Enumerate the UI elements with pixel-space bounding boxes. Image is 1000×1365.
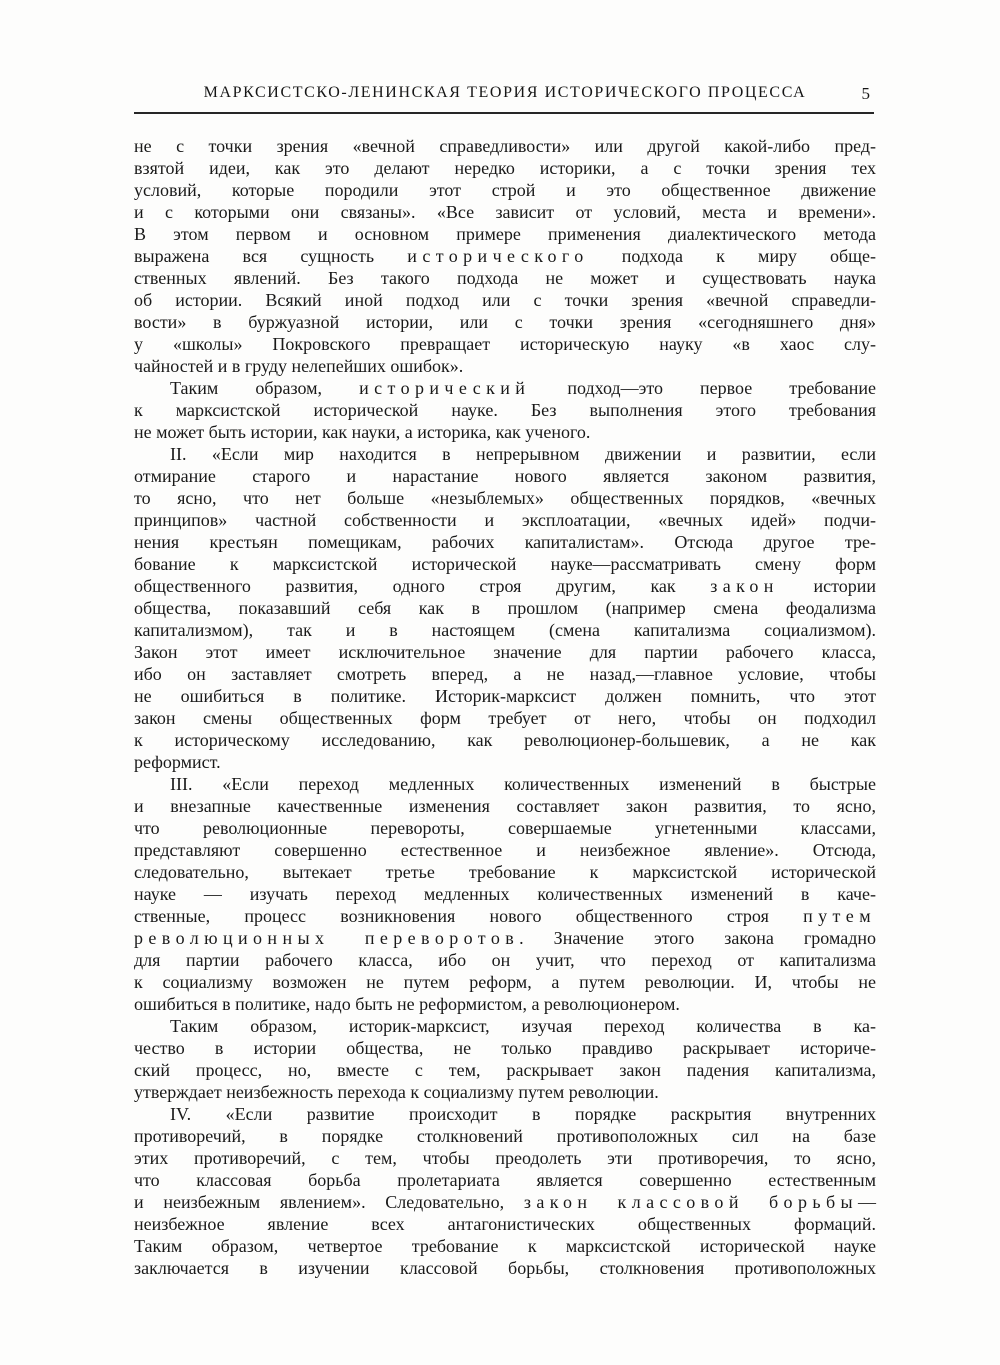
text-segment: — <box>858 1192 877 1212</box>
text-line <box>134 421 876 443</box>
text-segment: отмирание старого и нарастание нового является законом развития, <box>134 466 876 486</box>
text-line <box>134 861 876 883</box>
text-line <box>134 135 876 157</box>
text-segment: чайностей и в груду нелепейших ошибок». <box>134 356 464 376</box>
text-segment: выражена вся сущность <box>134 246 408 266</box>
text-segment: следовательно, вытекает третье требование к марксистской исторической <box>134 862 876 882</box>
text-line <box>134 993 876 1015</box>
text-line <box>134 1015 876 1037</box>
text-line <box>134 1213 876 1235</box>
text-line <box>134 817 876 839</box>
text-segment: Таким образом, четвертое требование к марксистской исторической науке <box>134 1236 876 1256</box>
text-segment: В этом первом и основном примере применения диалектического метода <box>134 224 876 244</box>
text-segment: утверждает неизбежность перехода к социализму путем революции. <box>134 1082 659 1102</box>
text-segment: закон смены общественных форм требует от него, чтобы он подходил <box>134 708 876 728</box>
text-line <box>134 531 876 553</box>
text-segment: условий, которые породили этот строй и это общественное движение <box>134 180 876 200</box>
text-segment: истории <box>778 576 876 596</box>
header-rule <box>134 112 874 114</box>
text-line <box>134 509 876 531</box>
text-segment: ственные, процесс возникновения нового общественного строя <box>134 906 804 926</box>
text-line <box>134 201 876 223</box>
text-line <box>134 1169 876 1191</box>
text-segment: подхода к миру обще- <box>588 246 876 266</box>
text-line <box>134 729 876 751</box>
text-line <box>134 773 876 795</box>
text-line <box>134 179 876 201</box>
text-segment: к марксистской исторической науке. Без выполнения этого требования <box>134 400 876 420</box>
text-segment: не может быть истории, как науки, а историка, как ученого. <box>134 422 591 442</box>
text-line <box>134 465 876 487</box>
text-segment: бование к марксистской исторической науке—рассматривать смену форм <box>134 554 876 574</box>
text-segment: общественного развития, одного строя другим, как <box>134 576 711 596</box>
running-header <box>134 84 876 102</box>
text-line <box>134 619 876 641</box>
text-line <box>134 223 876 245</box>
text-line <box>134 641 876 663</box>
text-segment: для партии рабочего класса, ибо он учит, что переход от капитализма <box>134 950 876 970</box>
letterspaced-emphasis: исторический <box>359 378 531 398</box>
text-segment: неизбежное явление всех антагонистических общественных формаций. <box>134 1214 876 1234</box>
text-line <box>134 663 876 685</box>
text-line <box>134 1081 876 1103</box>
text-segment: то ясно, что нет больше «незыблемых» общественных порядков, «вечных <box>134 488 876 508</box>
letterspaced-emphasis: революционных переворотов <box>134 928 520 948</box>
text-segment: II. «Если мир находится в непрерывном движении и развитии, если <box>170 444 876 464</box>
text-segment: не ошибиться в политике. Историк-марксист должен помнить, что этот <box>134 686 876 706</box>
text-segment: ский процесс, но, вместе с тем, раскрывает закон падения капитализма, <box>134 1060 876 1080</box>
text-line <box>134 267 876 289</box>
text-line <box>134 1191 876 1213</box>
text-line <box>134 597 876 619</box>
text-line <box>134 927 876 949</box>
text-segment: противоречий, в порядке столкновений противоположных сил на базе <box>134 1126 876 1146</box>
text-segment: III. «Если переход медленных количественных изменений в быстрые <box>170 774 876 794</box>
text-segment: представляют совершенно естественное и неизбежное явление». Отсюда, <box>134 840 876 860</box>
text-segment: об истории. Всякий иной подход или с точки зрения «вечной справедли- <box>134 290 876 310</box>
text-line <box>134 289 876 311</box>
text-line <box>134 487 876 509</box>
text-segment: к социализму возможен не путем реформ, а путем революции. И, чтобы не <box>134 972 876 992</box>
text-line <box>134 157 876 179</box>
text-segment: ошибиться в политике, надо быть не реформистом, а революционером. <box>134 994 680 1014</box>
text-line <box>134 1037 876 1059</box>
text-segment: нения крестьян помещикам, рабочих капиталистам». Отсюда другое тре- <box>134 532 876 552</box>
text-segment: и с которыми они связаны». «Все зависит от условий, места и времени». <box>134 202 876 222</box>
text-line <box>134 1125 876 1147</box>
text-segment: не с точки зрения «вечной справедливости» или другой какой-либо пред- <box>134 136 876 156</box>
page-number: 5 <box>861 84 870 103</box>
text-segment: реформист. <box>134 752 221 772</box>
text-segment: Таким образом, <box>170 378 360 398</box>
letterspaced-emphasis: закон классовой борьбы <box>523 1192 859 1212</box>
text-segment: подход—это первое требование <box>530 378 876 398</box>
text-line <box>134 971 876 993</box>
text-line <box>134 355 876 377</box>
text-segment: принципов» частной собственности и эксплоатации, «вечных идей» подчи- <box>134 510 876 530</box>
text-segment: этих противоречий, с тем, чтобы преодолеть эти противоречия, то ясно, <box>134 1148 876 1168</box>
text-segment: науке — изучать переход медленных количественных изменений в каче- <box>134 884 876 904</box>
text-line <box>134 443 876 465</box>
text-line <box>134 1235 876 1257</box>
text-segment: общества, показавший себя как в прошлом (например смена феодализма <box>134 598 876 618</box>
text-line <box>134 1103 876 1125</box>
text-line <box>134 333 876 355</box>
text-segment: чество в истории общества, не только правдиво раскрывает историче- <box>134 1038 876 1058</box>
running-title: МАРКСИСТСКО-ЛЕНИНСКАЯ ТЕОРИЯ ИСТОРИЧЕСКОГО ПРОЦЕССА <box>203 84 807 101</box>
text-line <box>134 1147 876 1169</box>
text-segment: IV. «Если развитие происходит в порядке раскрытия внутренних <box>170 1104 876 1124</box>
text-line <box>134 707 876 729</box>
text-line <box>134 839 876 861</box>
text-line <box>134 949 876 971</box>
text-segment: ибо он заставляет смотреть вперед, а не назад,—главное условие, чтобы <box>134 664 876 684</box>
text-line <box>134 1059 876 1081</box>
text-segment: вости» в буржуазной истории, или с точки зрения «сегодняшнего дня» <box>134 312 876 332</box>
text-line <box>134 1257 876 1279</box>
text-segment: что революционные перевороты, совершаемые угнетенными классами, <box>134 818 876 838</box>
text-line <box>134 311 876 333</box>
text-segment: . Значение этого закона громадно <box>519 928 876 948</box>
text-segment: Таким образом, историк-марксист, изучая переход количества в ка- <box>170 1016 876 1036</box>
body-text <box>134 135 876 1279</box>
text-segment: ственных явлений. Без такого подхода не может и существовать наука <box>134 268 876 288</box>
text-segment: заключается в изучении классовой борьбы, столкновения противоположных <box>134 1258 876 1278</box>
text-line <box>134 751 876 773</box>
letterspaced-emphasis: закон <box>710 576 779 596</box>
letterspaced-emphasis: путем <box>803 906 876 926</box>
text-line <box>134 377 876 399</box>
text-line <box>134 685 876 707</box>
text-line <box>134 905 876 927</box>
text-line <box>134 575 876 597</box>
text-segment: и внезапные качественные изменения составляет закон развития, то ясно, <box>134 796 876 816</box>
text-line <box>134 553 876 575</box>
text-segment: у «школы» Покровского превращает историческую науку «в хаос слу- <box>134 334 876 354</box>
text-segment: и неизбежным явлением». Следовательно, <box>134 1192 524 1212</box>
text-segment: что классовая борьба пролетариата является совершенно естественным <box>134 1170 876 1190</box>
text-line <box>134 245 876 267</box>
letterspaced-emphasis: исторического <box>407 246 589 266</box>
text-line <box>134 399 876 421</box>
text-segment: к историческому исследованию, как революционер-большевик, а не как <box>134 730 876 750</box>
text-segment: Закон этот имеет исключительное значение для партии рабочего класса, <box>134 642 876 662</box>
text-line <box>134 795 876 817</box>
text-line <box>134 883 876 905</box>
text-segment: взятой идеи, как это делают нередко историки, а с точки зрения тех <box>134 158 876 178</box>
text-segment: капитализмом), так и в настоящем (смена капитализма социализмом). <box>134 620 876 640</box>
